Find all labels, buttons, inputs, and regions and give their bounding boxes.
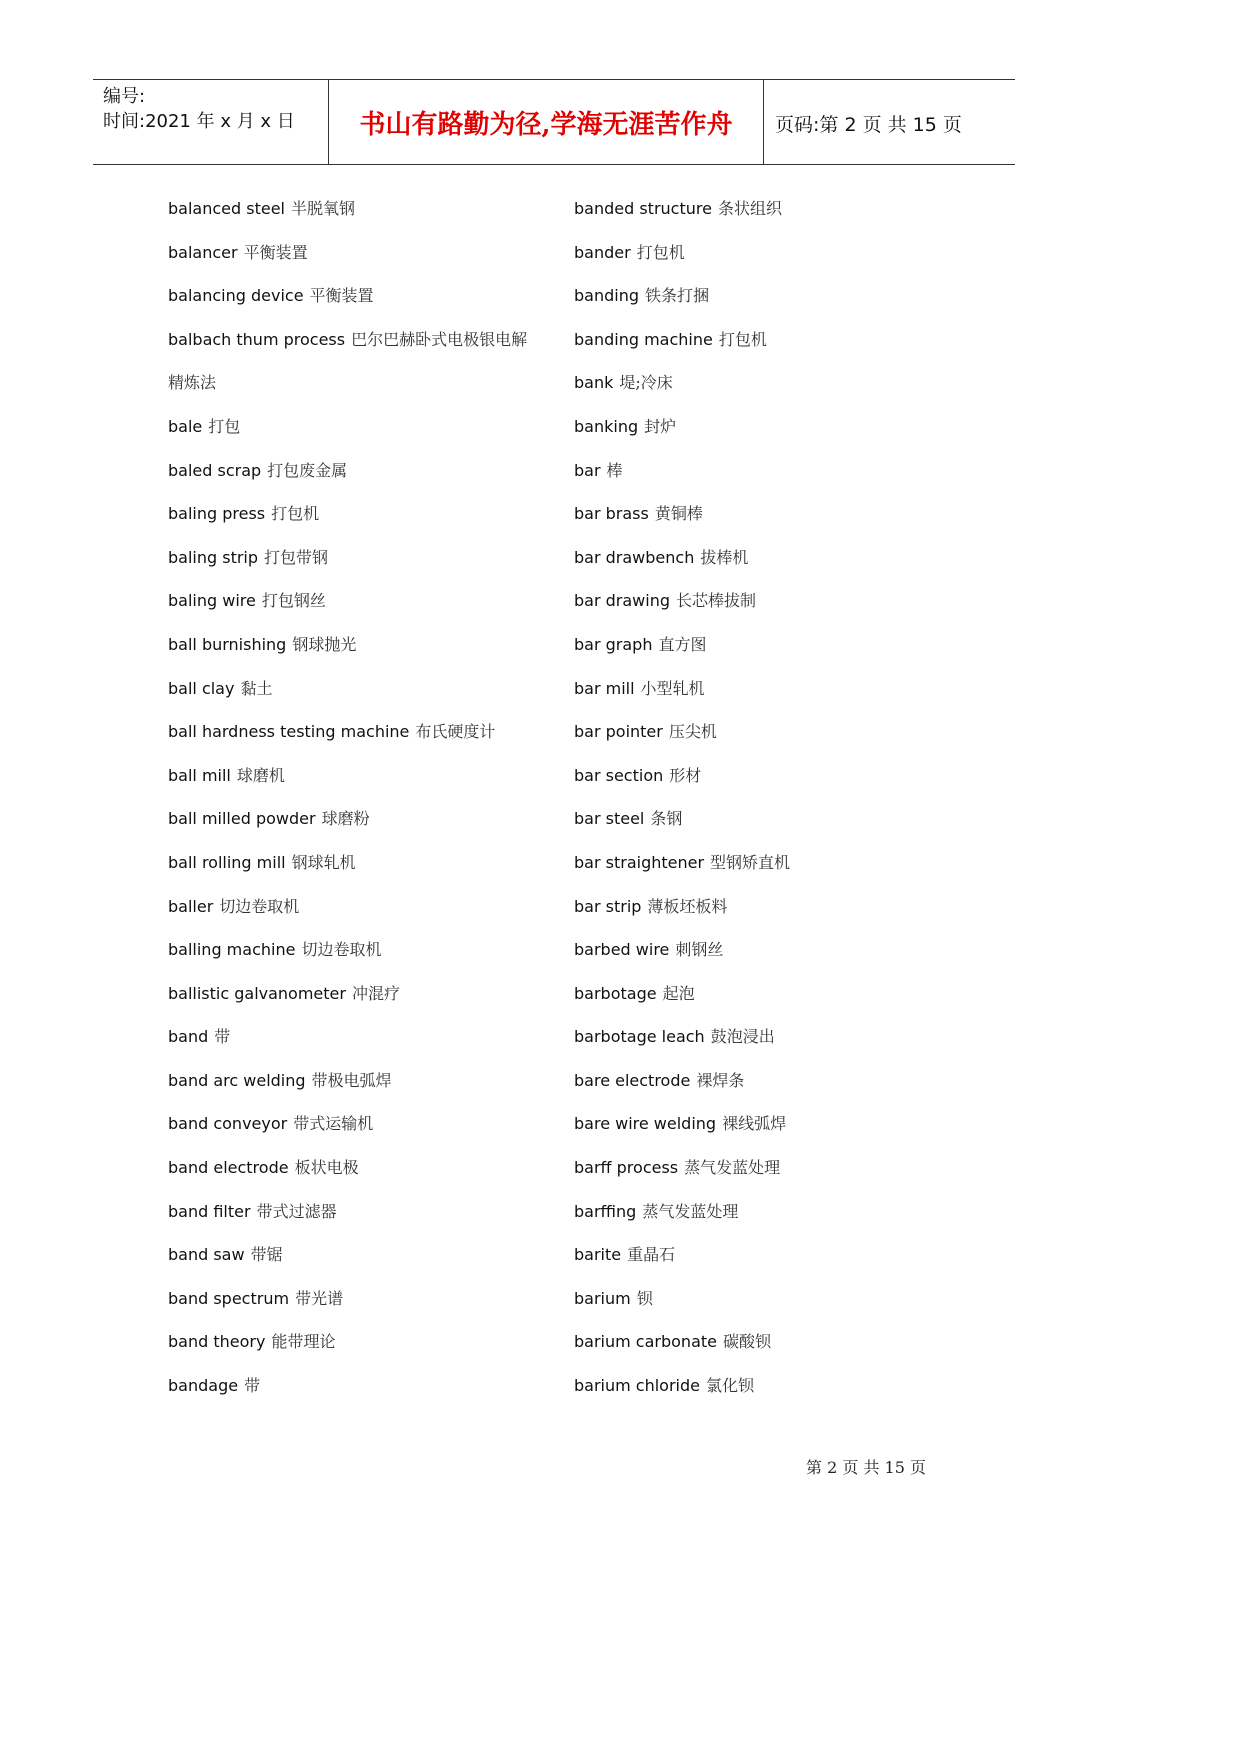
term-english: barium carbonate: [574, 1332, 717, 1352]
term-english: baling press: [168, 504, 266, 524]
term-english: balling machine: [168, 940, 296, 960]
term-chinese: 切边卷取机: [219, 896, 300, 916]
term-english: barbed wire: [574, 940, 670, 960]
term-chinese: 长芯棒拔制: [676, 591, 757, 611]
glossary-entry: [168, 797, 538, 841]
glossary-entry: [574, 1364, 790, 1408]
glossary-entry: [574, 710, 790, 754]
term-english: bare electrode: [574, 1070, 691, 1090]
term-english: balanced steel: [168, 199, 285, 218]
term-chinese: 切边卷取机: [301, 940, 382, 960]
term-chinese: 打包机: [718, 329, 767, 349]
term-chinese: 蒸气发蓝处理: [642, 1201, 739, 1221]
term-chinese: 打包机: [271, 504, 320, 524]
term-english: bar graph: [574, 634, 653, 654]
glossary-entry: [574, 1146, 790, 1190]
term-chinese: 棒: [606, 460, 623, 480]
term-english: balbach thum process: [168, 329, 346, 349]
term-english: band saw: [168, 1245, 245, 1265]
term-chinese: 板状电极: [294, 1158, 359, 1178]
term-chinese: 氯化钡: [706, 1376, 755, 1396]
term-english: ball mill: [168, 765, 231, 785]
term-chinese: 薄板坯板料: [647, 896, 728, 916]
glossary-entry: [168, 231, 538, 275]
glossary-entry: [168, 1102, 538, 1146]
term-english: band electrode: [168, 1158, 289, 1178]
term-english: banding machine: [574, 329, 713, 349]
term-chinese: 半脱氧钢: [290, 199, 355, 218]
glossary-entry: [168, 318, 538, 405]
term-chinese: 打包钢丝: [261, 591, 326, 611]
glossary-entry: [574, 492, 790, 536]
term-english: band spectrum: [168, 1288, 290, 1308]
term-english: bar mill: [574, 678, 635, 698]
glossary-entry: [168, 405, 538, 449]
term-chinese: 小型轧机: [640, 678, 705, 698]
term-english: ball burnishing: [168, 634, 287, 654]
term-chinese: 形材: [669, 765, 702, 785]
term-chinese: 平衡装置: [309, 286, 374, 306]
term-english: banking: [574, 416, 639, 436]
glossary-entry: [168, 667, 538, 711]
term-english: bar brass: [574, 504, 649, 524]
glossary-entry: [574, 274, 790, 318]
term-english: barffing: [574, 1201, 637, 1221]
term-chinese: 带式运输机: [293, 1114, 374, 1134]
term-english: ball milled powder: [168, 809, 316, 829]
term-chinese: 裸焊条: [696, 1070, 745, 1090]
term-chinese: 打包: [208, 416, 241, 436]
right-glossary-column: [574, 187, 790, 1408]
term-chinese: 钢球轧机: [291, 852, 356, 872]
term-english: bare wire welding: [574, 1114, 717, 1134]
glossary-entry: [574, 1320, 790, 1364]
term-chinese: 带: [244, 1376, 261, 1396]
number-label: 编号:: [103, 86, 146, 107]
term-english: bandage: [168, 1376, 239, 1396]
glossary-entry: [574, 797, 790, 841]
term-english: band theory: [168, 1332, 266, 1352]
term-chinese: 黄铜棒: [654, 504, 703, 524]
glossary-entry: [168, 274, 538, 318]
glossary-entry: [574, 623, 790, 667]
glossary-entry: [574, 318, 790, 362]
term-chinese: 型钢矫直机: [710, 852, 791, 872]
glossary-entry: [168, 1059, 538, 1103]
term-english: ball clay: [168, 678, 235, 698]
term-english: ball hardness testing machine: [168, 722, 410, 742]
glossary-entry: [168, 885, 538, 929]
term-english: barbotage: [574, 983, 657, 1003]
term-chinese: 带: [214, 1027, 231, 1047]
glossary-entry: [168, 1015, 538, 1059]
term-chinese: 碳酸钡: [722, 1332, 771, 1352]
term-chinese: 条钢: [650, 809, 683, 829]
glossary-entry: [574, 928, 790, 972]
glossary-entry: [574, 1059, 790, 1103]
term-chinese: 蒸气发蓝处理: [684, 1158, 781, 1178]
glossary-entry: [168, 579, 538, 623]
glossary-entry: [168, 754, 538, 798]
glossary-entry: [574, 841, 790, 885]
term-chinese: 钡: [636, 1288, 653, 1308]
term-english: barium: [574, 1288, 631, 1308]
term-english: barff process: [574, 1158, 679, 1178]
glossary-entry: [168, 1190, 538, 1234]
term-english: band arc welding: [168, 1070, 306, 1090]
term-english: band: [168, 1027, 209, 1047]
glossary-entry: [168, 1320, 538, 1364]
glossary-entry: [574, 1102, 790, 1146]
term-english: bank: [574, 373, 614, 393]
term-chinese: 条状组织: [717, 199, 782, 218]
glossary-entry: [574, 231, 790, 275]
term-english: bar drawbench: [574, 547, 695, 567]
term-chinese: 压尖机: [668, 722, 717, 742]
term-english: bar pointer: [574, 722, 663, 742]
term-english: banded structure: [574, 199, 712, 218]
glossary-entry: [574, 885, 790, 929]
page-header: [93, 79, 1015, 165]
term-english: barite: [574, 1245, 622, 1265]
glossary-entry: [574, 972, 790, 1016]
glossary-entry: [574, 754, 790, 798]
term-chinese: 堤;冷床: [619, 373, 673, 393]
glossary-entry: [168, 1233, 538, 1277]
glossary-entry: [574, 187, 790, 231]
term-chinese: 平衡装置: [243, 242, 308, 262]
term-chinese: 重晶石: [627, 1245, 676, 1265]
term-chinese: 巴尔巴赫卧式电极银电解精炼法: [168, 329, 528, 393]
term-english: balancer: [168, 242, 238, 262]
term-chinese: 起泡: [662, 983, 695, 1003]
term-chinese: 带极电弧焊: [311, 1070, 392, 1090]
term-chinese: 鼓泡浸出: [710, 1027, 775, 1047]
left-glossary-column: [168, 187, 538, 1408]
term-chinese: 刺钢丝: [675, 940, 724, 960]
glossary-entry: [574, 405, 790, 449]
glossary-entry: [574, 449, 790, 493]
term-english: barium chloride: [574, 1376, 700, 1396]
glossary-entry: [168, 710, 538, 754]
term-english: baling strip: [168, 547, 259, 567]
glossary-entry: [168, 928, 538, 972]
term-chinese: 带锯: [250, 1245, 283, 1265]
glossary-entry: [168, 492, 538, 536]
glossary-entry: [168, 1277, 538, 1321]
header-meta: [103, 84, 295, 134]
term-english: bar steel: [574, 809, 645, 829]
term-chinese: 打包机: [636, 242, 685, 262]
glossary-entry: [574, 1277, 790, 1321]
term-chinese: 直方图: [658, 634, 707, 654]
term-english: barbotage leach: [574, 1027, 705, 1047]
term-chinese: 钢球抛光: [292, 634, 357, 654]
glossary-entry: [574, 1015, 790, 1059]
glossary-entry: [168, 449, 538, 493]
term-chinese: 封炉: [644, 416, 677, 436]
term-english: bale: [168, 416, 203, 436]
time-label: 时间:2021 年 x 月 x 日: [103, 111, 295, 132]
term-english: bar: [574, 460, 601, 480]
glossary-entry: [168, 1364, 538, 1408]
term-english: bar section: [574, 765, 664, 785]
term-chinese: 打包废金属: [267, 460, 348, 480]
footer-page-number: 第 2 页 共 15 页: [806, 1458, 926, 1477]
term-chinese: 冲混疗: [351, 983, 400, 1003]
term-chinese: 黏土: [240, 678, 273, 698]
term-english: ballistic galvanometer: [168, 983, 346, 1003]
glossary-entry: [168, 536, 538, 580]
term-chinese: 能带理论: [271, 1332, 336, 1352]
term-english: ball rolling mill: [168, 852, 286, 872]
term-english: bar drawing: [574, 591, 670, 611]
term-chinese: 球磨机: [236, 765, 285, 785]
term-english: bar strip: [574, 896, 642, 916]
term-english: bar straightener: [574, 852, 705, 872]
glossary-entry: [168, 841, 538, 885]
term-english: baller: [168, 896, 214, 916]
term-english: balancing device: [168, 286, 304, 306]
glossary-entry: [168, 187, 538, 231]
term-chinese: 球磨粉: [321, 809, 370, 829]
glossary-entry: [168, 972, 538, 1016]
glossary-entry: [574, 1233, 790, 1277]
term-chinese: 打包带钢: [264, 547, 329, 567]
term-chinese: 裸线弧焊: [722, 1114, 787, 1134]
glossary-entry: [574, 1190, 790, 1234]
glossary-entry: [574, 536, 790, 580]
term-english: baled scrap: [168, 460, 262, 480]
term-chinese: 布氏硬度计: [415, 722, 496, 742]
header-page-number: 页码:第 2 页 共 15 页: [775, 114, 962, 136]
glossary-entry: [574, 361, 790, 405]
term-english: band conveyor: [168, 1114, 288, 1134]
term-chinese: 拔棒机: [700, 547, 749, 567]
term-english: banding: [574, 286, 639, 306]
glossary-entry: [574, 579, 790, 623]
term-chinese: 带式过滤器: [256, 1201, 337, 1221]
glossary-entry: [168, 623, 538, 667]
term-english: baling wire: [168, 591, 256, 611]
term-chinese: 铁条打捆: [645, 286, 710, 306]
header-motto: 书山有路勤为径,学海无涯苦作舟: [359, 110, 733, 140]
term-chinese: 带光谱: [295, 1288, 344, 1308]
header-divider-right: [763, 80, 764, 164]
glossary-entry: [168, 1146, 538, 1190]
term-english: band filter: [168, 1201, 251, 1221]
term-english: bander: [574, 242, 631, 262]
glossary-entry: [574, 667, 790, 711]
